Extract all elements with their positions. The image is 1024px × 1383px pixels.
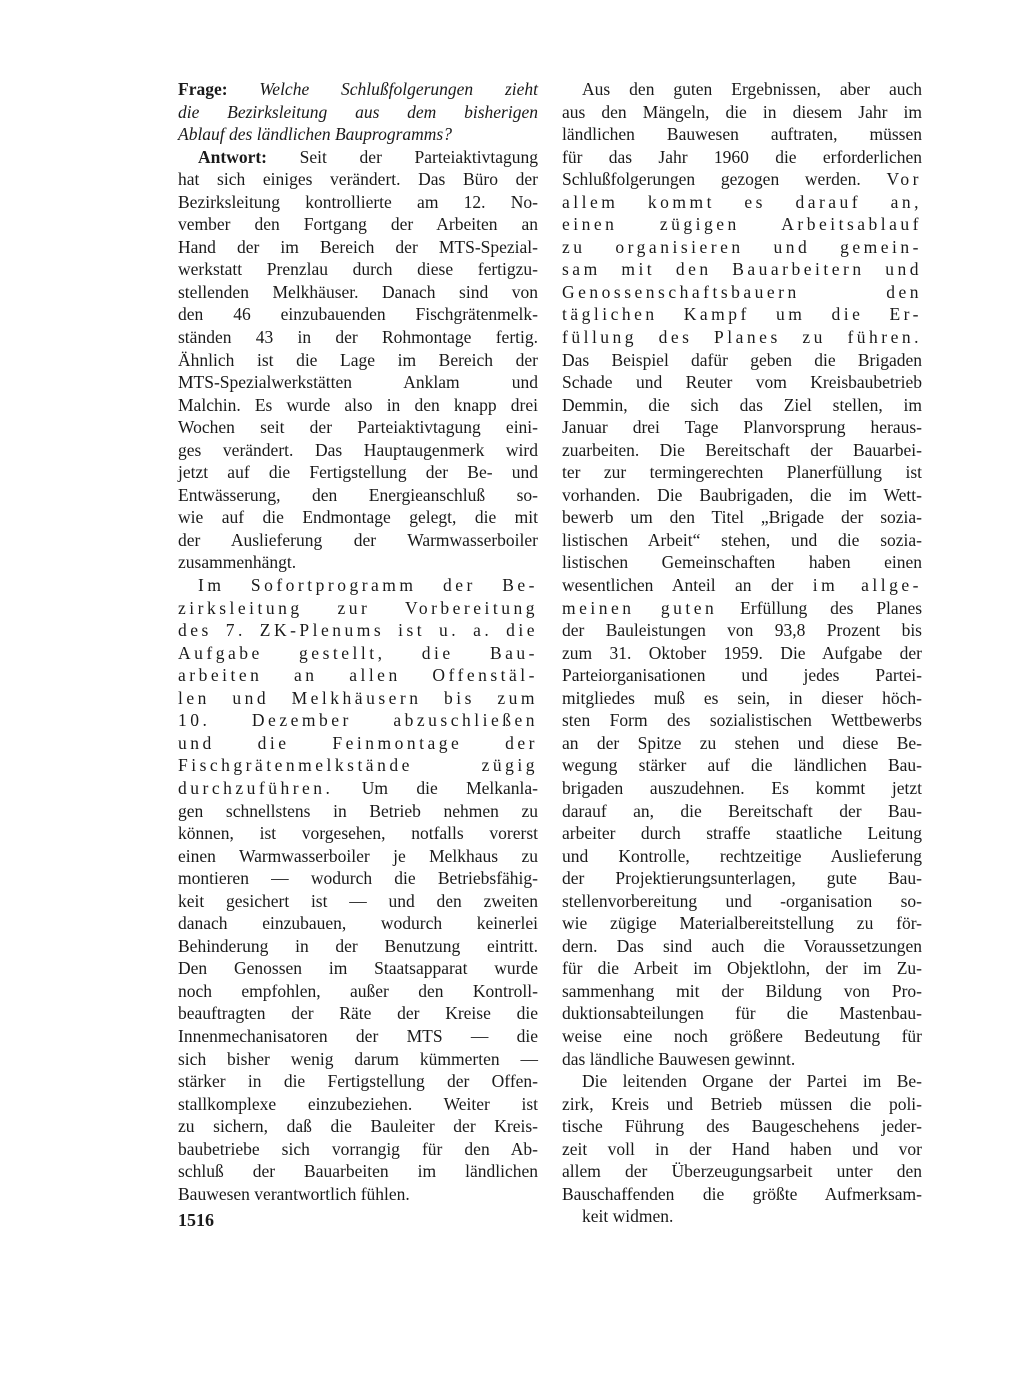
paragraph-line: für das Jahr 1960 die erforderlichen xyxy=(562,146,922,167)
paragraph-line: noch empfohlen, außer den Kontroll- xyxy=(178,980,538,1001)
answer-line: Bezirksleitung kontrollierte am 12. No- xyxy=(178,191,538,212)
paragraph-line: stellenvorbereitung und -organisation so- xyxy=(562,890,922,911)
paragraph-line: an der Spitze zu stehen und diese Be- xyxy=(562,732,922,753)
spaced-line: zu organisieren und gemein- xyxy=(562,236,922,257)
question-text: Welche Schlußfolgerungen zieht xyxy=(259,79,538,99)
paragraph-line: brigaden auszudehnen. Es kommt jetzt xyxy=(562,777,922,798)
paragraph-line: allem der Überzeugungsarbeit unter den xyxy=(562,1161,922,1182)
spaced-line: einen zügigen Arbeitsablauf xyxy=(562,214,922,235)
answer-line: MTS-Spezialwerkstätten Anklam und xyxy=(178,372,538,393)
normal-text: Erfüllung des Planes xyxy=(740,597,923,618)
paragraph-line: Behinderung in der Benutzung eintritt. xyxy=(178,935,538,956)
paragraph-line: beauftragten der Räte der Kreise die xyxy=(178,1003,538,1024)
spaced-line: Fischgrätenmelkstände zügig xyxy=(178,755,538,776)
paragraph-line: Den Genossen im Staatsapparat wurde xyxy=(178,958,538,979)
answer-line xyxy=(178,146,538,169)
answer-text: Seit der Parteiaktivtagung xyxy=(299,146,538,167)
paragraph-line: Innenmechanisatoren der MTS — die xyxy=(178,1025,538,1046)
paragraph-line: der Projektierungsunterlagen, gute Bau- xyxy=(562,868,922,889)
spaced-line: des 7. ZK-Plenums ist u. a. die xyxy=(178,620,538,641)
program-paragraph xyxy=(178,574,538,1205)
paragraph-line: Schade und Reuter vom Kreisbaubetrieb xyxy=(562,372,922,393)
answer-line: Entwässerung, den Energieanschluß so- xyxy=(178,484,538,505)
paragraph-line: listischen Gemeinschaften haben einen xyxy=(562,552,922,573)
paragraph-line: weise eine noch größere Bedeutung für xyxy=(562,1025,922,1046)
paragraph-line: bewerb um den Titel „Brigade der sozia- xyxy=(562,507,922,528)
spaced-line: len und Melkhäusern bis zum xyxy=(178,687,538,708)
paragraph-line: montieren — wodurch die Betriebsfähig- xyxy=(178,868,538,889)
paragraph-line: keit gesichert ist — und den zweiten xyxy=(178,890,538,911)
question-line: die Bezirksleitung aus dem bisherigen xyxy=(178,101,538,122)
paragraph-line: Parteiorganisationen und jedes Partei- xyxy=(562,665,922,686)
paragraph-line: zuarbeiten. Die Bereitschaft der Bauarbei- xyxy=(562,439,922,460)
paragraph-line: arbeiter durch straffe staatliche Leitung xyxy=(562,823,922,844)
spaced-text: durchzuführen. xyxy=(178,777,334,798)
answer-line: ges verändert. Das Hauptaugenmerk wird xyxy=(178,439,538,460)
paragraph-line: listischen Arbeit“ stehen, und die sozia- xyxy=(562,529,922,550)
answer-line: werkstatt Prenzlau durch diese fertigzu- xyxy=(178,259,538,280)
paragraph-line: Das Beispiel dafür geben die Brigaden xyxy=(562,349,922,370)
question-line xyxy=(178,78,538,101)
paragraph-line: wie zügige Materialbereitstellung zu för- xyxy=(562,913,922,934)
answer-line: vember den Fortgang der Arbeiten an xyxy=(178,214,538,235)
paragraph-line: zirk, Kreis und Betrieb müssen die poli- xyxy=(562,1093,922,1114)
spaced-line: arbeiten an allen Offenstäl- xyxy=(178,665,538,686)
paragraph-line: stärker in die Fertigstellung der Offen- xyxy=(178,1071,538,1092)
question-line: Ablauf des ländlichen Bauprogramms? xyxy=(178,124,452,145)
paragraph-line: zu sichern, daß die Bauleiter der Kreis- xyxy=(178,1116,538,1137)
answer-line: Hand der im Bereich der MTS-Spezial- xyxy=(178,236,538,257)
leadership-paragraph xyxy=(562,1070,922,1228)
spaced-line: und die Feinmontage der xyxy=(178,732,538,753)
spaced-line: füllung des Planes zu führen. xyxy=(562,327,922,348)
paragraph-line: tische Führung des Baugeschehens jeder- xyxy=(562,1116,922,1137)
paragraph-line: vorhanden. Die Baubrigaden, die im Wett- xyxy=(562,484,922,505)
paragraph-line: und Kontrolle, rechtzeitige Auslieferung xyxy=(562,845,922,866)
paragraph-line: wegung stärker auf die ländlichen Bau- xyxy=(562,755,922,776)
paragraph-line: duktionsabteilungen für die Mastenbau- xyxy=(562,1003,922,1024)
answer-line: wie auf die Endmontage gelegt, die mit xyxy=(178,507,538,528)
mixed-line xyxy=(178,777,538,800)
paragraph-line: Januar drei Tage Planvorsprung heraus- xyxy=(562,417,922,438)
paragraph-line: sich bisher wenig darum kümmerten — xyxy=(178,1048,538,1069)
answer-line: jetzt auf die Fertigstellung der Be- und xyxy=(178,462,538,483)
paragraph-line: können, ist vorgesehen, notfalls vorerst xyxy=(178,823,538,844)
paragraph-line: das ländliche Bauwesen gewinnt. xyxy=(562,1048,796,1069)
left-column xyxy=(178,78,538,1205)
spaced-line: sam mit den Bauarbeitern und xyxy=(562,259,922,280)
right-column xyxy=(562,78,922,1228)
paragraph-line: für die Arbeit im Objektlohn, der im Zu- xyxy=(562,958,922,979)
answer-line: stellenden Melkhäuser. Danach sind von xyxy=(178,281,538,302)
paragraph-line: Die leitenden Organe der Partei im Be- xyxy=(582,1071,922,1092)
spaced-line: zirksleitung zur Vorbereitung xyxy=(178,597,538,618)
spaced-line: 10. Dezember abzuschließen xyxy=(178,710,538,731)
paragraph-line: sten Form des sozialistischen Wettbewerbs xyxy=(562,710,922,731)
paragraph-line: aus den Mängeln, die in diesem Jahr im xyxy=(562,101,922,122)
paragraph-line: mitgliedes muß es sein, in dieser höch- xyxy=(562,687,922,708)
paragraph-line: Bauschaffenden die größte Aufmerksam- xyxy=(562,1183,922,1204)
paragraph-line: Demmin, die sich das Ziel stellen, im xyxy=(562,394,922,415)
page-number: 1516 xyxy=(178,1210,214,1230)
answer-line: Wochen seit der Parteiaktivtagung eini- xyxy=(178,417,538,438)
normal-text: Schlußfolgerungen gezogen werden. xyxy=(562,169,861,190)
paragraph-line: zum 31. Oktober 1959. Die Aufgabe der xyxy=(562,642,922,663)
spaced-line: Im Sofortprogramm der Be- xyxy=(198,575,538,596)
spaced-text: Vor xyxy=(886,169,923,190)
spaced-line: Genossenschaftsbauern den xyxy=(562,281,922,302)
paragraph-line: Bauwesen verantwortlich fühlen. xyxy=(178,1183,410,1204)
mixed-line xyxy=(562,168,922,191)
answer-line: zusammenhängt. xyxy=(178,552,297,573)
paragraph-line: danach einzubauen, wodurch keinerlei xyxy=(178,913,538,934)
answer-line: hat sich einiges verändert. Das Büro der xyxy=(178,169,538,190)
paragraph-line: der Bauleistungen von 93,8 Prozent bis xyxy=(562,620,922,641)
question-block xyxy=(178,78,538,146)
spaced-text: meinen guten xyxy=(562,597,718,618)
paragraph-line: sammenhang mit der Bildung von Pro- xyxy=(562,980,922,1001)
mixed-line xyxy=(562,574,922,597)
normal-text: wesentlichen Anteil an der xyxy=(562,575,794,596)
paragraph-line: darauf an, die Bereitschaft der Bau- xyxy=(562,800,922,821)
answer-line: Malchin. Es wurde also in den knapp drei xyxy=(178,394,538,415)
answer-line: Ähnlich ist die Lage im Bereich der xyxy=(178,349,538,370)
paragraph-line: einen Warmwasserboiler je Melkhaus zu xyxy=(178,845,538,866)
spaced-line: allem kommt es darauf an, xyxy=(562,191,922,212)
answer-line: der Auslieferung der Warmwasserboiler xyxy=(178,529,538,550)
paragraph-line: schluß der Bauarbeiten im ländlichen xyxy=(178,1161,538,1182)
question-label: Frage: xyxy=(178,79,228,99)
paragraph-line: zeit voll in der Hand haben und vor xyxy=(562,1138,922,1159)
paragraph-line: gen schnellstens in Betrieb nehmen zu xyxy=(178,800,538,821)
paragraph-line: stallkomplexe einzubeziehen. Weiter ist xyxy=(178,1093,538,1114)
paragraph-line: ländlichen Bauwesen auftraten, müssen xyxy=(562,124,922,145)
paragraph-line: dern. Das sind auch die Voraussetzungen xyxy=(562,935,922,956)
answer-line: den 46 einzubauenden Fischgrätenmelk- xyxy=(178,304,538,325)
spaced-line: täglichen Kampf um die Er- xyxy=(562,304,922,325)
conclusions-paragraph xyxy=(562,78,922,1070)
normal-text: Um die Melkanla- xyxy=(361,777,538,798)
answer-paragraph xyxy=(178,146,538,574)
mixed-line xyxy=(562,597,922,620)
paragraph-line: Aus den guten Ergebnissen, aber auch xyxy=(582,79,922,99)
paragraph-line: ter zur termingerechten Planerfüllung ist xyxy=(562,462,922,483)
spaced-line: Aufgabe gestellt, die Bau- xyxy=(178,642,538,663)
spaced-text: im allge- xyxy=(812,575,922,596)
paragraph-line: baubetriebe sich vorrangig für den Ab- xyxy=(178,1138,538,1159)
answer-line: ständen 43 in der Rohmontage fertig. xyxy=(178,327,538,348)
answer-label: Antwort: xyxy=(198,146,268,167)
paragraph-line: keit widmen. xyxy=(582,1206,674,1227)
